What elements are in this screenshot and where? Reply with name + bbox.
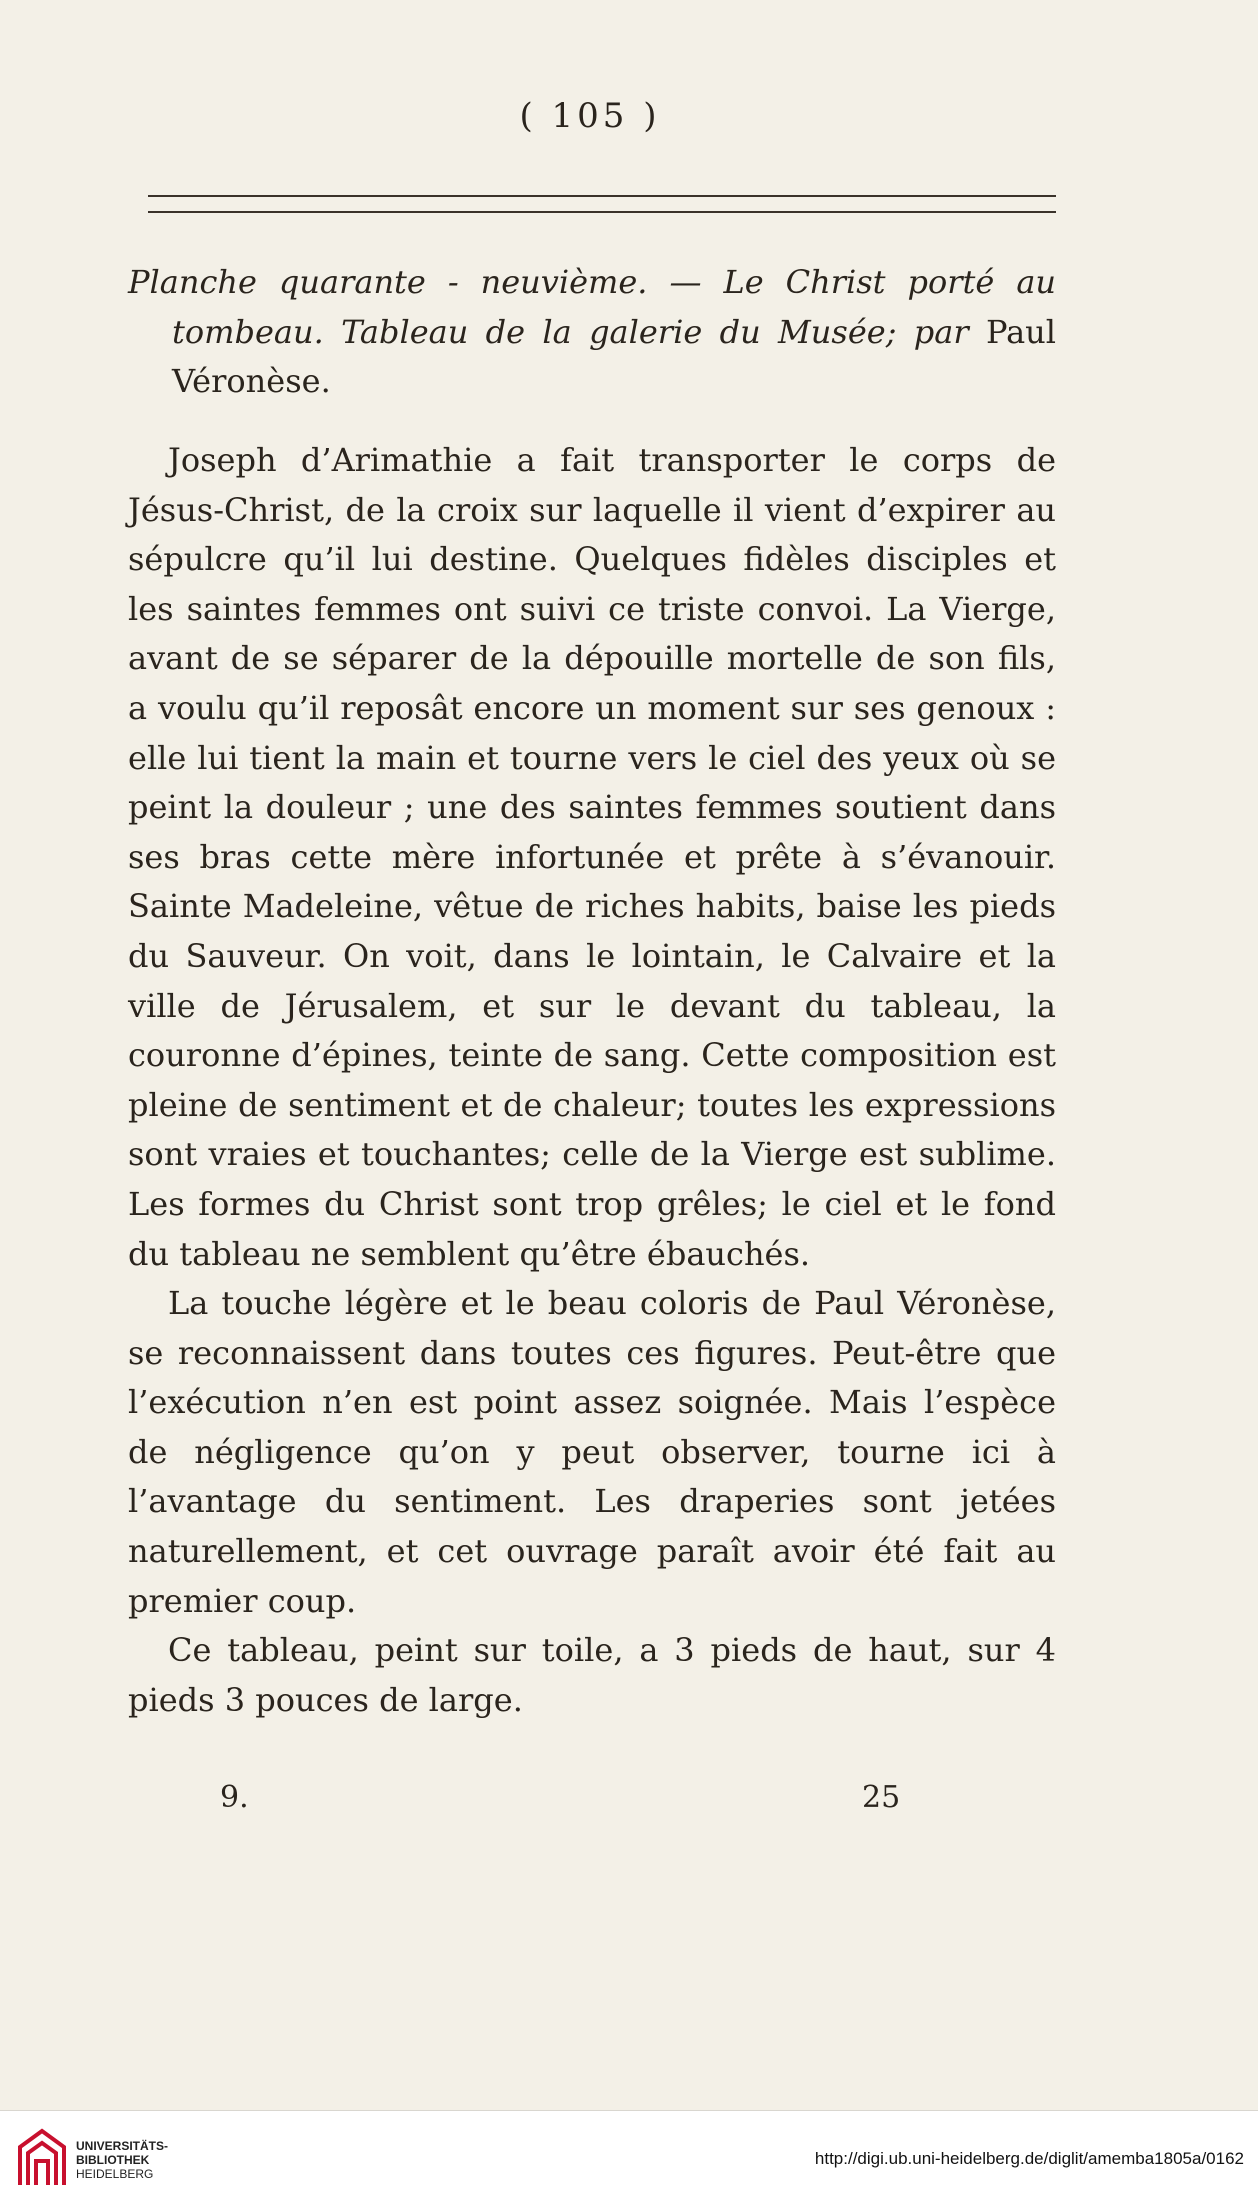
plate-title-author: Paul Véronèse. [172, 312, 1057, 401]
library-name-line: HEIDELBERG [76, 2167, 154, 2181]
library-name-line: UNIVERSITÄTS- [76, 2139, 169, 2153]
header-rule-bottom [148, 211, 1056, 213]
page-number: ( 105 ) [519, 96, 661, 136]
header-rule-top [148, 195, 1056, 197]
paragraph: La touche légère et le beau coloris de Paul Véronèse, se reconnaissent dans toutes ces figures. Peut-être que l’exécution n’en est point assez soignée. Mais l’espèce de négligence qu’on y peut observer, tourne ici à l’avantage du sentiment. Les draperies sont jetées naturellement, et cet ouvrage paraît avoir été fait au premier coup. [128, 1284, 1056, 1620]
library-name [76, 2139, 168, 2181]
paragraph: Joseph d’Arimathie a fait transporter le corps de Jésus-Christ, de la croix sur laquelle il vient d’expirer au sépulcre qu’il lui destine. Quelques fidèles disciples et les saintes femmes ont suivi ce triste convoi. La Vierge, avant de se séparer de la dépouille mortelle de son fils, a voulu qu’il reposât encore un moment sur ses genoux : elle lui tient la main et tourne vers le ciel des yeux où se peint la douleur ; une des saintes femmes soutient dans ses bras cette mère infortunée et prête à s’évanouir. Sainte Madeleine, vêtue de riches habits, baise les pieds du Sauveur. On voit, dans le lointain, le Calvaire et la ville de Jérusalem, et sur le devant du tableau, la couronne d’épines, teinte de sang. Cette composition est pleine de sentiment et de chaleur; toutes les expressions sont vraies et touchantes; celle de la Vierge est sublime. Les formes du Christ sont trop grêles; le ciel et le fond du tableau ne semblent qu’être ébauchés. [128, 441, 1056, 1273]
plate-title [128, 258, 1056, 407]
footer-bar [0, 2110, 1258, 2206]
university-library-logo-icon [14, 2125, 70, 2191]
source-url-link[interactable]: http://digi.ub.uni-heidelberg.de/diglit/amemba1805a/0162 [814, 2149, 1244, 2168]
signature-mark-left: 9. [220, 1780, 249, 1815]
paragraph: Ce tableau, peint sur toile, a 3 pieds de haut, sur 4 pieds 3 pouces de large. [128, 1631, 1056, 1719]
plate-title-italic: Planche quarante - neuvième. — Le Christ porté au tombeau. Tableau de la galerie du Musée; par [128, 263, 1056, 351]
body-text [128, 436, 1056, 1725]
library-name-line: BIBLIOTHEK [76, 2153, 150, 2167]
signature-mark-right: 25 [862, 1780, 901, 1815]
